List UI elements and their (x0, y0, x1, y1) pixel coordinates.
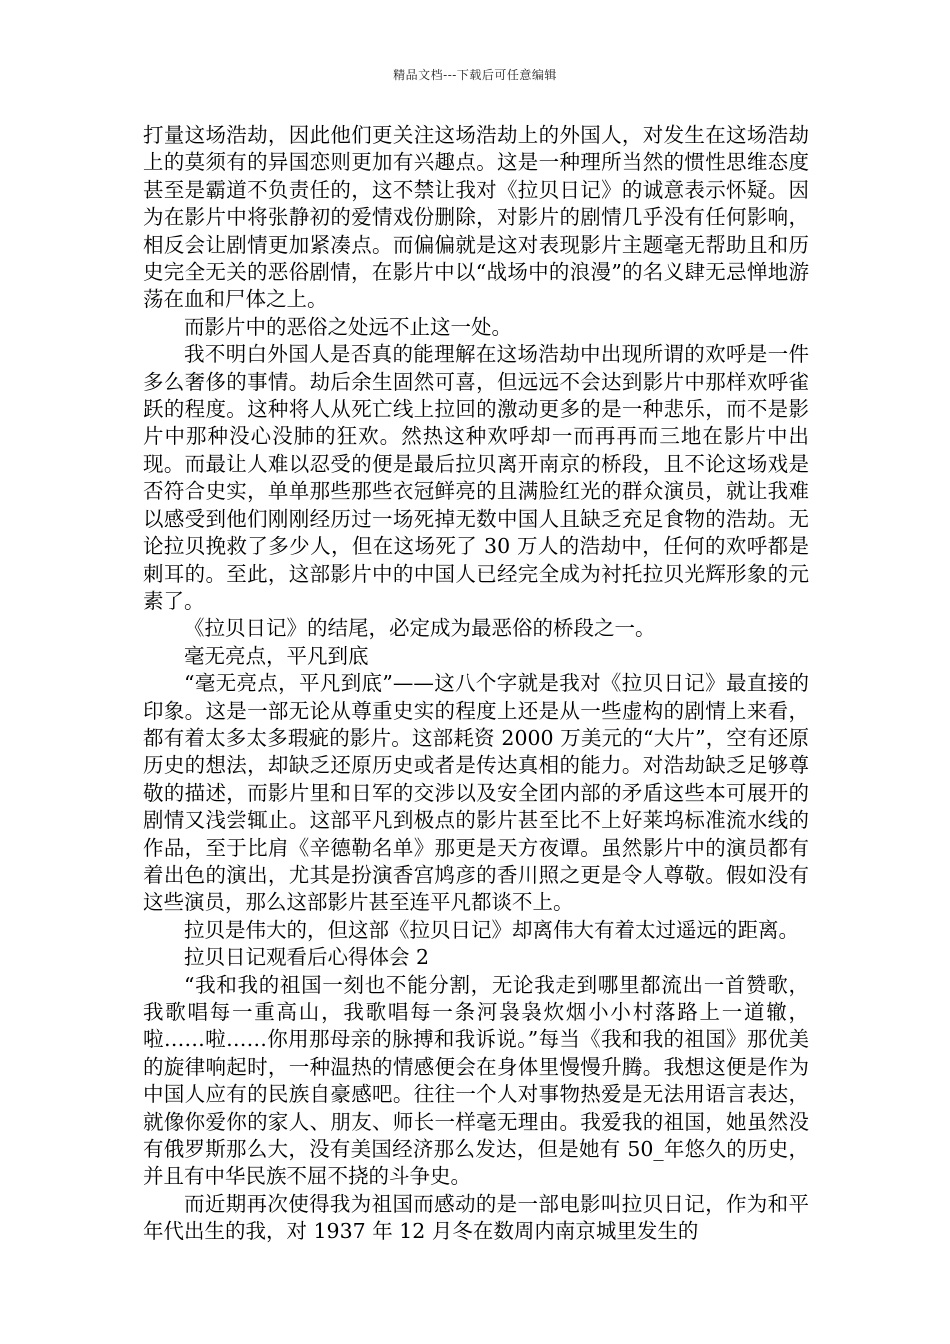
paragraph: 而影片中的恶俗之处远不止这一处。 (184, 314, 512, 339)
paragraph: “毫无亮点，平凡到底”——这八个字就是我对《拉贝日记》最直接的印象。这是一部无论从尊重史实的程度上还是从一些虚构的剧情上来看，都有着太多太多瑕疵的影片。这部耗资 2000 万美元的“大片”，空有还原历史的想法，却缺乏还原历史或者是传达真相的能力。对浩劫缺乏足够尊敬的描述，而影片里和日军的交涉以及安全团内部的矛盾这些本可展开的剧情又浅尝辄止。这部平凡到极点的影片甚至比不上好莱坞标准流水线的作品，至于比肩《辛德勒名单》那更是天方夜谭。虽然影片中的演员都有着出色的演出，尤其是扮演香宫鸠彦的香川照之更是令人尊敬。假如没有这些演员，那么这部影片甚至连平凡都谈不上。 (143, 671, 809, 915)
paragraph: 拉贝是伟大的，但这部《拉贝日记》却离伟大有着太过遥远的距离。 (184, 917, 799, 942)
paragraph: 而近期再次使得我为祖国而感动的是一部电影叫拉贝日记，作为和平年代出生的我，对 1937 年 12 月冬在数周内南京城里发生的 (143, 1191, 809, 1244)
document-body (143, 122, 809, 1246)
paragraph: 《拉贝日记》的结尾，必定成为最恶俗的桥段之一。 (184, 616, 656, 641)
section-heading: 拉贝日记观看后心得体会 2 (184, 945, 430, 970)
section-heading: 毫无亮点，平凡到底 (184, 643, 369, 668)
page-header: 精品文档---下载后可任意编辑 (393, 68, 557, 82)
paragraph: 打量这场浩劫，因此他们更关注这场浩劫上的外国人，对发生在这场浩劫上的莫须有的异国恋则更加有兴趣点。这是一种理所当然的惯性思维态度甚至是霸道不负责任的，这不禁让我对《拉贝日记》的诚意表示怀疑。因为在影片中将张静初的爱情戏份删除，对影片的剧情几乎没有任何影响，相反会让剧情更加紧凑点。而偏偏就是这对表现影片主题毫无帮助且和历史完全无关的恶俗剧情，在影片中以“战场中的浪漫”的名义肆无忌惮地游荡在血和尸体之上。 (143, 123, 809, 312)
paragraph: “我和我的祖国一刻也不能分割，无论我走到哪里都流出一首赞歌，我歌唱每一重高山，我歌唱每一条河袅袅炊烟小小村落路上一道辙，啦……啦……你用那母亲的脉搏和我诉说。”每当《我和我的祖国》那优美的旋律响起时，一种温热的情感便会在身体里慢慢升腾。我想这便是作为中国人应有的民族自豪感吧。往往一个人对事物热爱是无法用语言表达，就像你爱你的家人、朋友、师长一样毫无理由。我爱我的祖国，她虽然没有俄罗斯那么大，没有美国经济那么发达，但是她有 50_年悠久的历史，并且有中华民族不屈不挠的斗争史。 (143, 972, 809, 1189)
paragraph: 我不明白外国人是否真的能理解在这场浩劫中出现所谓的欢呼是一件多么奢侈的事情。劫后余生固然可喜，但远远不会达到影片中那样欢呼雀跃的程度。这种将人从死亡线上拉回的激动更多的是一种悲乐，而不是影片中那种没心没肺的狂欢。然热这种欢呼却一而再再而三地在影片中出现。而最让人难以忍受的便是最后拉贝离开南京的桥段，且不论这场戏是否符合史实，单单那些那些衣冠鲜亮的且满脸红光的群众演员，就让我难以感受到他们刚刚经历过一场死掉无数中国人且缺乏充足食物的浩劫。无论拉贝挽救了多少人，但在这场死了 30 万人的浩劫中，任何的欢呼都是刺耳的。至此，这部影片中的中国人已经完全成为衬托拉贝光辉形象的元素了。 (143, 342, 809, 613)
